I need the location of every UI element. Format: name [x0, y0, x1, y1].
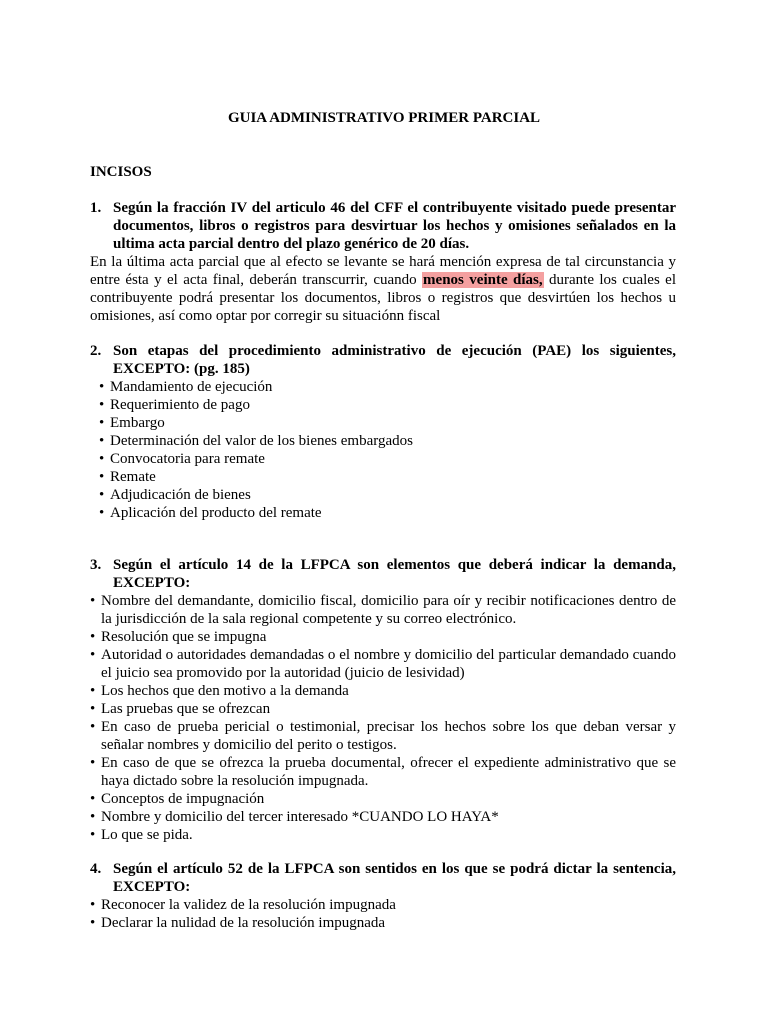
list-item: [90, 808, 676, 826]
list-item: [90, 790, 676, 808]
question-1-answer: [90, 253, 676, 325]
list-item-text: Remate: [110, 469, 156, 485]
list-item: [90, 396, 676, 414]
bullet-icon: •: [90, 915, 96, 931]
list-item-text: Determinación del valor de los bienes embargados: [110, 433, 413, 449]
list-item-text: Mandamiento de ejecución: [110, 379, 273, 395]
bullet-icon: •: [90, 897, 96, 913]
bullet-icon: •: [90, 701, 96, 717]
list-item-text: Adjudicación de bienes: [110, 487, 251, 503]
question-number: 1.: [90, 200, 102, 216]
list-item-text: Autoridad o autoridades demandadas o el nombre y domicilio del particular demandado cuando el juicio sea promovido por la autoridad (juicio de lesividad): [101, 647, 676, 681]
bullet-icon: •: [90, 647, 96, 663]
bullet-icon: •: [99, 415, 105, 431]
bullet-icon: •: [99, 451, 105, 467]
question-number: 2.: [90, 343, 102, 359]
bullet-icon: •: [99, 505, 105, 521]
list-item-text: Requerimiento de pago: [110, 397, 250, 413]
list-item: [90, 826, 676, 844]
list-item: [90, 378, 676, 396]
list-item-text: Aplicación del producto del remate: [110, 505, 322, 521]
document-title: GUIA ADMINISTRATIVO PRIMER PARCIAL: [227, 110, 541, 126]
list-item-text: Declarar la nulidad de la resolución impugnada: [101, 915, 386, 931]
bullet-icon: •: [90, 683, 96, 699]
list-item-text: Convocatoria para remate: [110, 451, 265, 467]
question-2: [90, 342, 676, 522]
question-text: Son etapas del procedimiento administrativo de ejecución (PAE) los siguientes, EXCEPTO: (pg. 185): [113, 343, 676, 377]
list-item-text: En caso de prueba pericial o testimonial, precisar los hechos sobre los que deban versar y señalar nombres y domicilio del perito o testigos.: [101, 719, 676, 753]
bullet-icon: •: [90, 755, 96, 771]
list-item: [90, 432, 676, 450]
question-4-header: [90, 860, 676, 896]
list-item-text: Reconocer la validez de la resolución impugnada: [101, 897, 396, 913]
list-item: [90, 628, 676, 646]
bullet-icon: •: [90, 791, 96, 807]
bullet-icon: •: [90, 827, 96, 843]
question-2-list: [90, 378, 676, 522]
list-item-text: Conceptos de impugnación: [101, 791, 265, 807]
list-item: [90, 468, 676, 486]
list-item-text: Nombre del demandante, domicilio fiscal, domicilio para oír y recibir notificaciones dentro de la jurisdicción de la sala regional competente y su correo electrónico.: [101, 593, 676, 627]
list-item-text: En caso de que se ofrezca la prueba documental, ofrecer el expediente administrativo que se haya dictado sobre la resolución impugnada.: [101, 755, 676, 789]
question-3: [90, 556, 676, 844]
list-item: [90, 646, 676, 682]
highlighted-text: menos veinte días,: [423, 272, 543, 288]
question-text: Según la fracción IV del articulo 46 del CFF el contribuyente visitado puede presentar documentos, libros o registros para desvirtuar los hechos y omisiones señalados en la ultima acta parcial dentro del plazo genérico de 20 días.: [113, 200, 676, 252]
list-item: [90, 486, 676, 504]
list-item: [90, 700, 676, 718]
bullet-icon: •: [90, 629, 96, 645]
question-3-list: [90, 592, 676, 844]
list-item: [90, 718, 676, 754]
list-item: [90, 682, 676, 700]
question-2-header: [90, 342, 676, 378]
list-item: [90, 592, 676, 628]
question-text: Según el artículo 14 de la LFPCA son elementos que deberá indicar la demanda, EXCEPTO:: [113, 557, 676, 591]
question-4: [90, 860, 676, 932]
question-text: Según el artículo 52 de la LFPCA son sentidos en los que se podrá dictar la sentencia, EXCEPTO:: [113, 861, 676, 895]
list-item: [90, 754, 676, 790]
bullet-icon: •: [99, 379, 105, 395]
list-item: [90, 896, 676, 914]
list-item-text: Embargo: [110, 415, 165, 431]
list-item: [90, 504, 676, 522]
section-heading: INCISOS: [90, 164, 152, 180]
answer-text: durante los cuales el contribuyente podrá presentar los documentos, libros o registros que desvirtúen los hechos u omisiones, así como optar por corregir su situaciónn fiscal: [90, 272, 677, 324]
bullet-icon: •: [99, 487, 105, 503]
question-4-list: [90, 896, 676, 932]
list-item-text: Resolución que se impugna: [101, 629, 267, 645]
question-1: [90, 199, 676, 325]
bullet-icon: •: [90, 593, 96, 609]
list-item-text: Lo que se pida.: [101, 827, 193, 843]
bullet-icon: •: [99, 469, 105, 485]
list-item: [90, 414, 676, 432]
question-number: 4.: [90, 861, 102, 877]
bullet-icon: •: [99, 433, 105, 449]
list-item-text: Las pruebas que se ofrezcan: [101, 701, 271, 717]
question-1-header: [90, 199, 676, 253]
list-item-text: Los hechos que den motivo a la demanda: [101, 683, 349, 699]
list-item: [90, 914, 676, 932]
question-3-header: [90, 556, 676, 592]
answer-text: En la última acta parcial que al efecto se levante se hará mención expresa de tal circunstancia y entre ésta y el acta final, deberán transcurrir, cuando: [90, 254, 676, 288]
bullet-icon: •: [90, 809, 96, 825]
list-item: [90, 450, 676, 468]
bullet-icon: •: [99, 397, 105, 413]
question-number: 3.: [90, 557, 102, 573]
bullet-icon: •: [90, 719, 96, 735]
list-item-text: Nombre y domicilio del tercer interesado *CUANDO LO HAYA*: [101, 809, 499, 825]
